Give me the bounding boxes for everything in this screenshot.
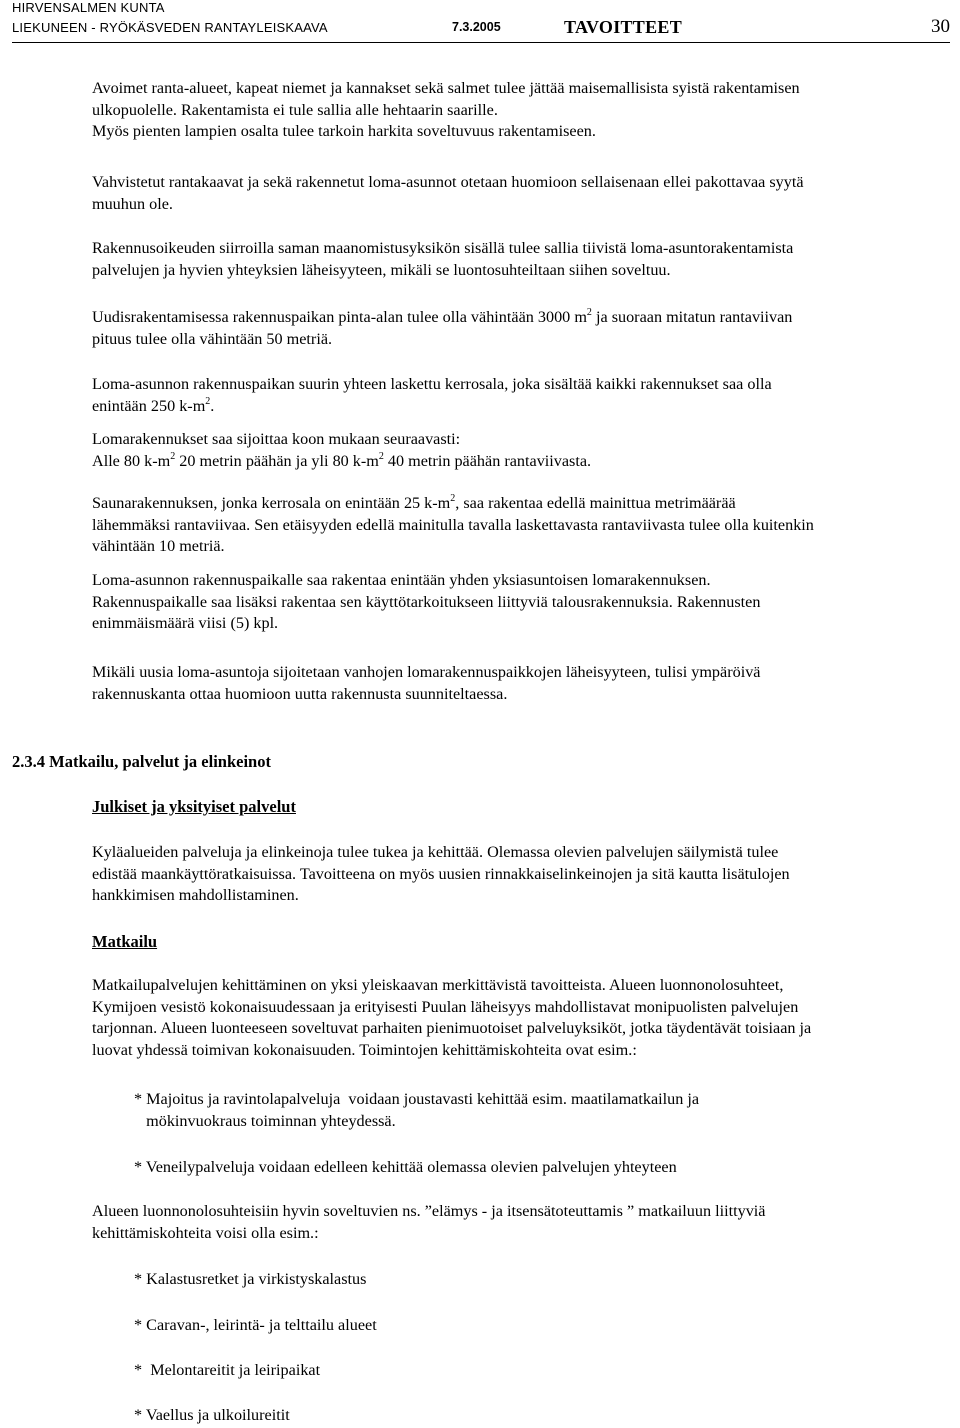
text-line: ulkopuolelle. Rakentamista ei tule sallia alle hehtaarin saarille.	[92, 100, 498, 119]
text-line: Loma-asunnon rakennuspaikan suurin yhteen laskettu kerrosala, joka sisältää kaikki rakennukset saa olla	[92, 375, 772, 393]
text-line: pituus tulee olla vähintään 50 metriä.	[92, 329, 333, 348]
superscript: 2	[378, 450, 384, 462]
subheading-public-private-services: Julkiset ja yksityiset palvelut	[92, 797, 296, 816]
text-line: * Veneilypalveluja voidaan edelleen kehittää olemassa olevien palvelujen yhteyteen	[134, 1158, 677, 1176]
header-page-number: 30	[931, 16, 950, 37]
text-line	[92, 307, 954, 329]
text-line: Alueen luonnonolosuhteisiin hyvin soveltuvien ns. ”elämys - ja itsensätoteuttamis ” matkailuun liittyviä	[92, 1202, 766, 1220]
header-date: 7.3.2005	[452, 20, 501, 34]
text-line: Vahvistetut rantakaavat ja sekä rakennetut loma-asunnot otetaan huomioon sellaisenaan ellei pakottavaa syytä	[92, 173, 804, 191]
text-line: lähemmäksi rantaviivaa. Sen etäisyyden edellä mainitulla tavalla laskettavasta rantaviivasta tulee olla kuitenkin	[92, 515, 814, 534]
paragraph-sauna	[92, 493, 954, 558]
text-line: Loma-asunnon rakennuspaikalle saa rakentaa enintään yhden yksiasuntoisen lomarakennuksen.	[92, 571, 711, 589]
text-line: * Vaellus ja ulkoilureitit	[134, 1406, 290, 1424]
text-line	[92, 396, 954, 418]
text-line: Avoimet ranta-alueet, kapeat niemet ja kannakset sekä salmet tulee jättää maisemallisista syistä rakentamisen	[92, 79, 800, 97]
text-fragment: Saunarakennuksen, jonka kerrosala on enintään 25 k-m	[92, 494, 451, 512]
text-fragment: Alle 80 k-m	[92, 451, 171, 470]
paragraph-plot-area	[92, 307, 954, 350]
superscript: 2	[450, 493, 456, 504]
paragraph-building-rights	[92, 238, 954, 281]
paragraph-buildings-per-plot	[92, 570, 954, 635]
list-item-hiking	[134, 1405, 954, 1427]
header-section-title: TAVOITTEET	[564, 17, 683, 37]
superscript: 2	[170, 450, 176, 462]
text-fragment: , saa rakentaa edellä mainittua metrimäärää	[455, 494, 736, 512]
text-line: * Kalastusretket ja virkistyskalastus	[134, 1270, 367, 1288]
text-line: Rakennusoikeuden siirroilla saman maanomistusyksikön sisällä tulee sallia tiivistä loma-asuntorakentamista	[92, 239, 794, 257]
superscript: 2	[205, 395, 211, 407]
text-line: Matkailupalvelujen kehittäminen on yksi yleiskaavan merkittävistä tavoitteista. Alueen luonnonolosuhteet,	[92, 976, 784, 994]
header-organization: HIRVENSALMEN KUNTA	[12, 0, 165, 15]
subheading-tourism: Matkailu	[92, 932, 158, 951]
text-line: Myös pienten lampien osalta tulee tarkoin harkita soveltuvuus rakentamiseen.	[92, 122, 596, 140]
paragraph-experience-tourism	[92, 1201, 954, 1244]
text-line: Lomarakennukset saa sijoittaa koon mukaan seuraavasti:	[92, 430, 461, 448]
header-document-title: LIEKUNEEN - RYÖKÄSVEDEN RANTAYLEISKAAVA	[12, 20, 328, 35]
text-line: tarjonnan. Alueen luonteeseen soveltuvat parhaiten pienimuotoiset palveluyksiköt, jotka täydentävät toisiaan ja	[92, 1019, 812, 1037]
text-line: enimmäismäärä viisi (5) kpl.	[92, 614, 279, 632]
text-line: * Caravan-, leirintä- ja telttailu alueet	[134, 1316, 377, 1334]
text-fragment: 40 metrin päähän rantaviivasta.	[383, 451, 592, 470]
text-line: vähintään 10 metriä.	[92, 537, 225, 555]
text-line: palvelujen ja hyvien yhteyksien läheisyyteen, mikäli se luontosuhteiltaan siihen soveltuu.	[92, 260, 671, 279]
paragraph-new-near-old	[92, 662, 954, 705]
paragraph-confirmed-plans	[92, 172, 954, 215]
paragraph-open-shores	[92, 78, 954, 143]
text-line: hankkimisen mahdollistaminen.	[92, 886, 299, 904]
header-divider	[12, 42, 950, 43]
text-line: * Majoitus ja ravintolapalveluja voidaan joustavasti kehittää esim. maatilamatkailun ja	[134, 1090, 700, 1108]
superscript: 2	[586, 307, 592, 318]
text-line: Kyläalueiden palveluja ja elinkeinoja tulee tukea ja kehittää. Olemassa olevien palvelujen säilymistä tulee	[92, 843, 779, 861]
list-item-canoe-routes	[134, 1360, 954, 1382]
paragraph-tourism-development	[92, 975, 954, 1061]
text-line: rakennuskanta ottaa huomioon uutta rakennusta suunniteltaessa.	[92, 684, 508, 703]
text-line: luovat yhdessä toimivan kokonaisuuden. Toimintojen kehittämiskohteita ovat esim.:	[92, 1040, 637, 1059]
list-item-accommodation	[134, 1089, 954, 1132]
text-line: muuhun ole.	[92, 194, 173, 213]
text-line	[92, 451, 954, 473]
text-line: Mikäli uusia loma-asuntoja sijoitetaan vanhojen lomarakennuspaikkojen läheisyyteen, tulisi ympäröivä	[92, 663, 761, 681]
text-fragment: .	[210, 396, 215, 415]
text-line: edistää maankäyttöratkaisuissa. Tavoitteena on myös uusien rinnakkaiselinkeinojen ja sitä kautta lisätulojen	[92, 864, 790, 883]
section-heading: 2.3.4 Matkailu, palvelut ja elinkeinot	[12, 752, 271, 771]
paragraph-placement	[92, 429, 954, 472]
page-header	[12, 0, 950, 40]
text-fragment: Uudisrakentamisessa rakennuspaikan pinta-alan tulee olla vähintään 3000 m	[92, 308, 587, 326]
text-line	[92, 493, 954, 515]
text-line: kehittämiskohteita voisi olla esim.:	[92, 1223, 319, 1242]
list-item-fishing	[134, 1269, 954, 1291]
text-line: Kymijoen vesistö kokonaisuudessaan ja erityisesti Puulan läheisyys mahdollistavat monipuolisten palvelujen	[92, 997, 799, 1016]
paragraph-village-services	[92, 842, 954, 907]
list-item-caravan	[134, 1315, 954, 1337]
list-item-boating	[134, 1157, 954, 1179]
text-fragment: 20 metrin päähän ja yli 80 k-m	[175, 451, 379, 470]
text-fragment: enintään 250 k-m	[92, 396, 206, 415]
text-fragment: ja suoraan mitatun rantaviivan	[591, 308, 793, 326]
paragraph-floor-area	[92, 374, 954, 417]
text-line: mökinvuokraus toiminnan yhteydessä.	[134, 1111, 396, 1130]
text-line: * Melontareitit ja leiripaikat	[134, 1361, 321, 1379]
text-line: Rakennuspaikalle saa lisäksi rakentaa sen käyttötarkoitukseen liittyviä talousrakennuksia. Rakennusten	[92, 592, 761, 611]
